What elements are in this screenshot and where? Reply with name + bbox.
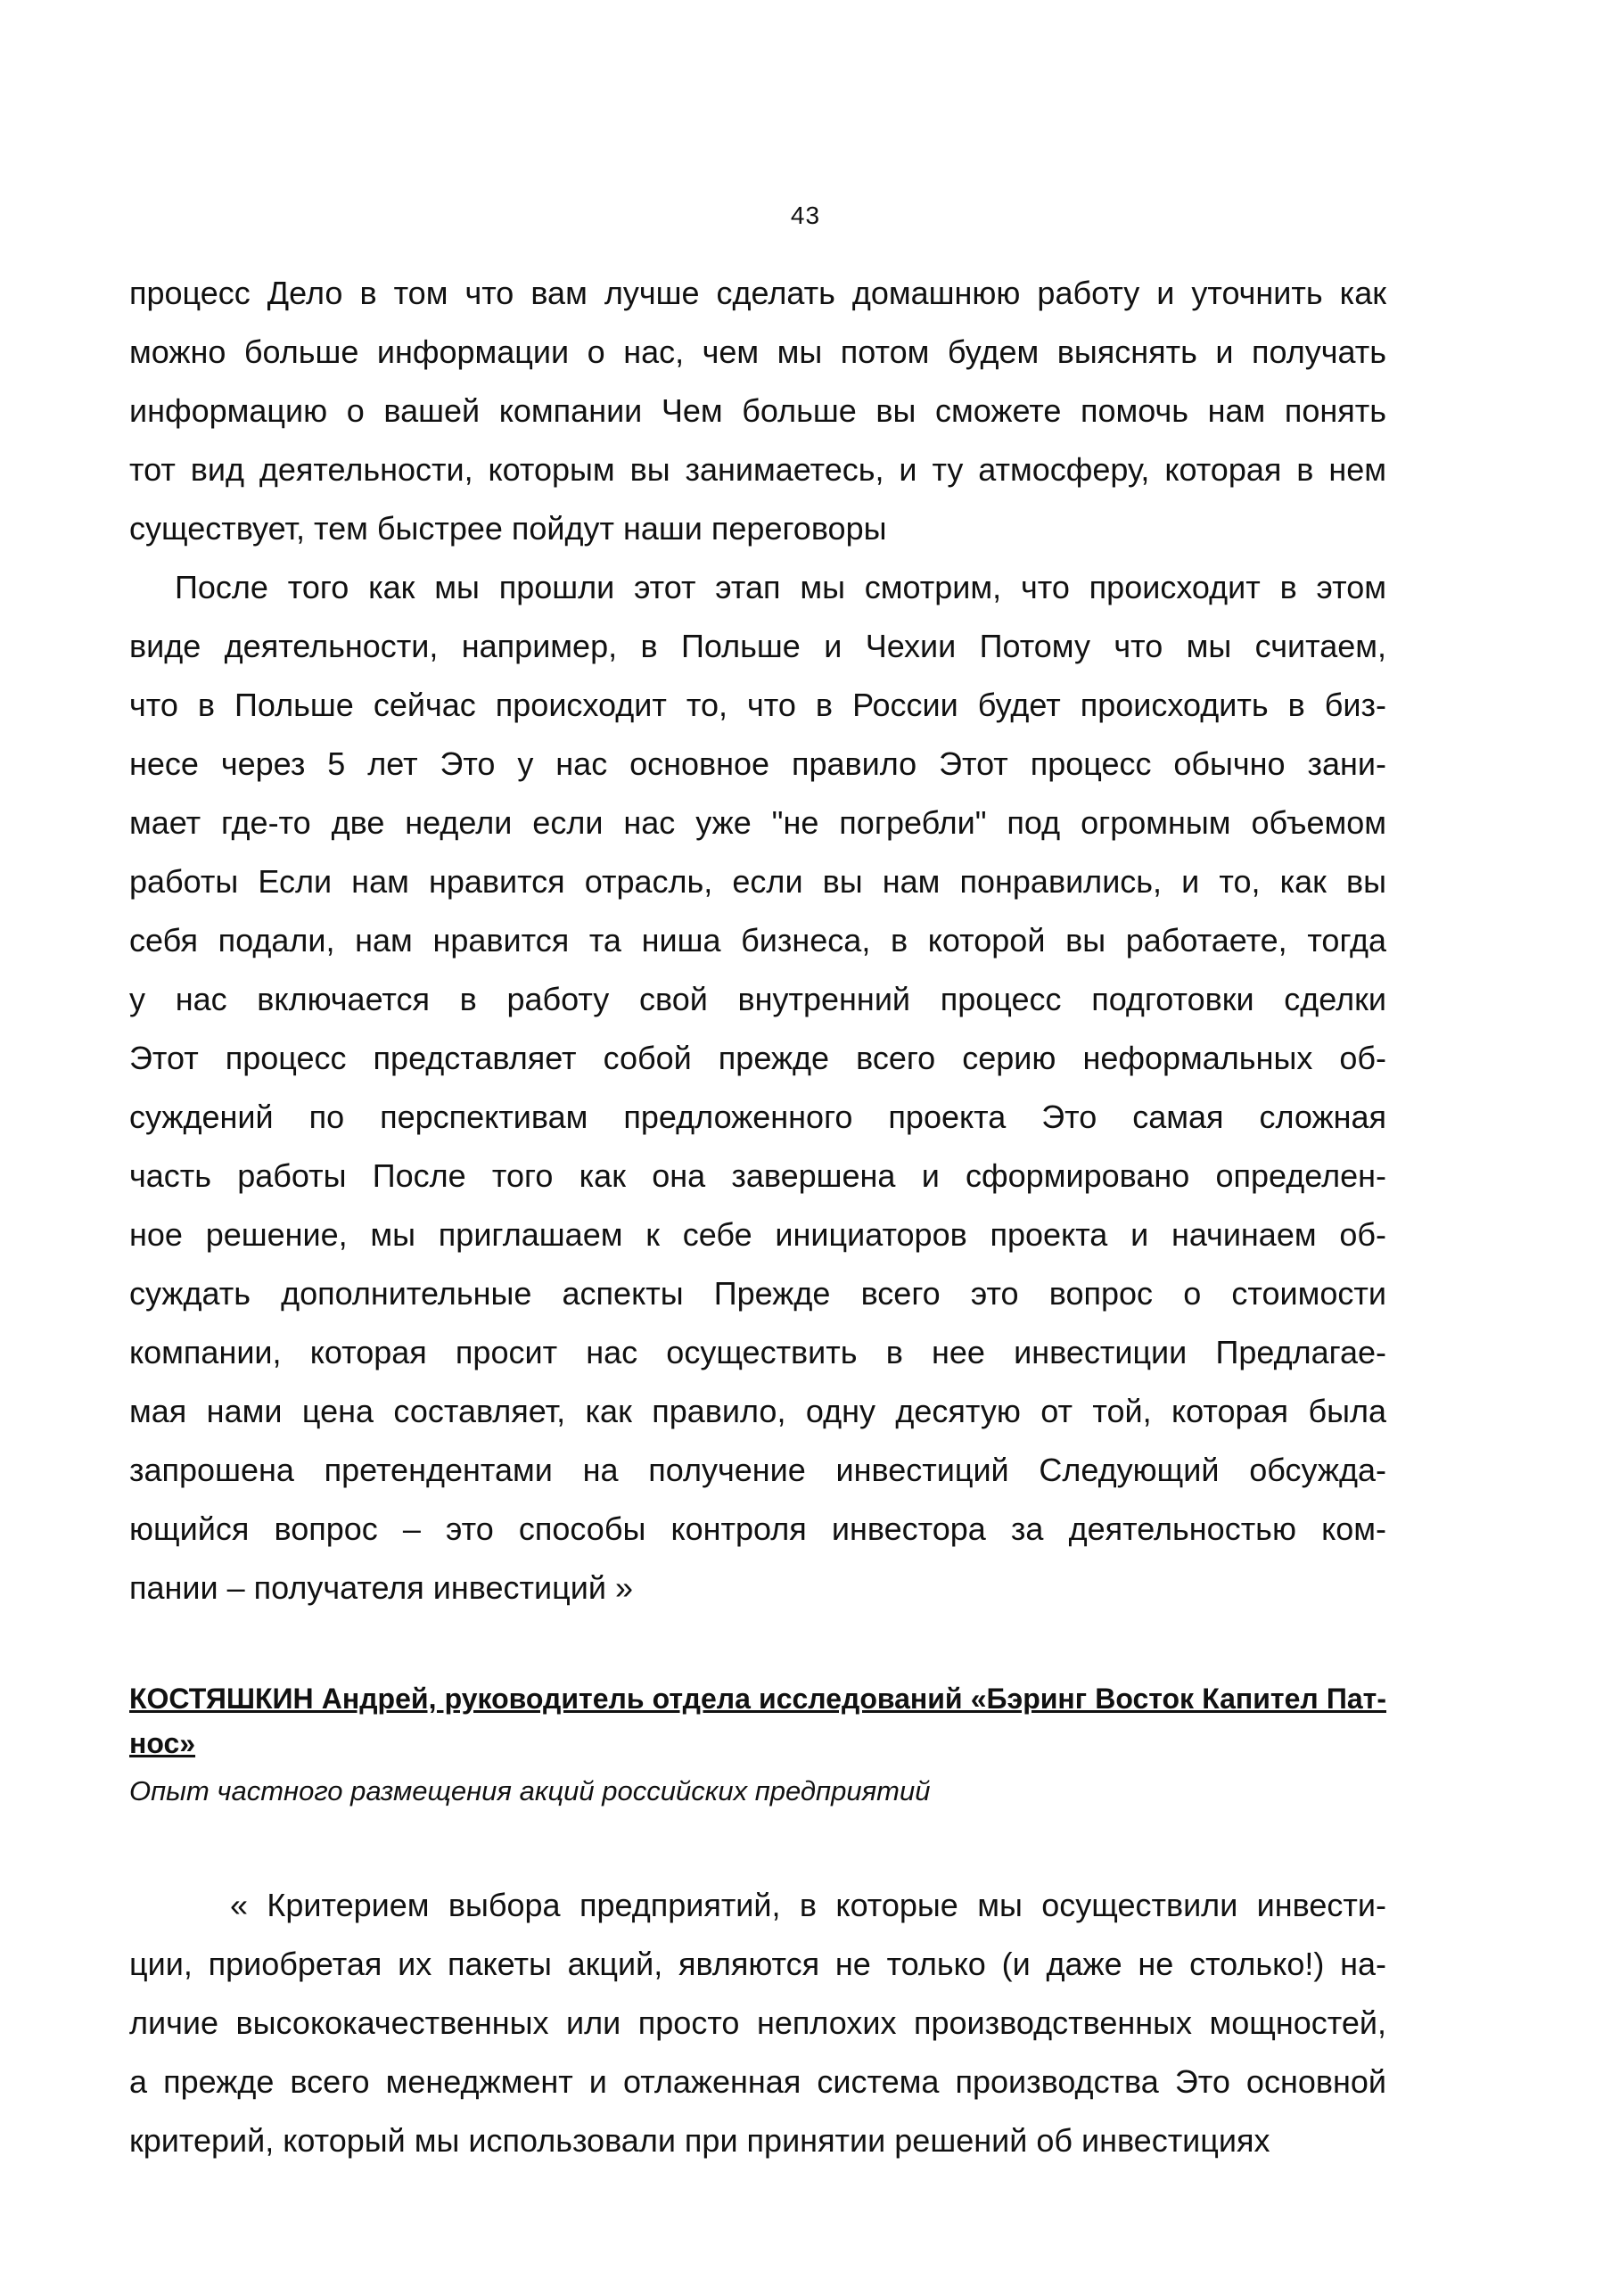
text-line: информацию о вашей компании Чем больше вы сможете помочь нам понять bbox=[129, 392, 1386, 429]
text-line: несе через 5 лет Это у нас основное правило Этот процесс обычно зани- bbox=[129, 745, 1386, 782]
text-line: пании – получателя инвестиций » bbox=[129, 1569, 633, 1606]
text-line: можно больше информации о нас, чем мы потом будем выяснять и получать bbox=[129, 333, 1386, 370]
text-line: запрошена претендентами на получение инвестиций Следующий обсужда- bbox=[129, 1452, 1386, 1488]
text-line: работы Если нам нравится отрасль, если вы нам понравились, и то, как вы bbox=[129, 863, 1386, 900]
text-line: ющийся вопрос – это способы контроля инвестора за деятельностью ком- bbox=[129, 1510, 1386, 1547]
text-line: ции, приобретая их пакеты акций, являются не только (и даже не столько!) на- bbox=[129, 1946, 1386, 1982]
text-line: компании, которая просит нас осуществить в нее инвестиции Предлагае- bbox=[129, 1334, 1386, 1370]
speaker-heading: КОСТЯШКИН Андрей, руководитель отдела исследований «Бэринг Восток Капител Пат- bbox=[129, 1683, 1386, 1715]
text-line: себя подали, нам нравится та ниша бизнеса, в которой вы работаете, тогда bbox=[129, 922, 1386, 959]
text-line: часть работы После того как она завершена и сформировано определен- bbox=[129, 1157, 1386, 1194]
text-line: суждать дополнительные аспекты Прежде всего это вопрос о стоимости bbox=[129, 1275, 1386, 1312]
text-line: После того как мы прошли этот этап мы смотрим, что происходит в этом bbox=[175, 569, 1386, 605]
text-line: тот вид деятельности, которым вы занимаетесь, и ту атмосферу, которая в нем bbox=[129, 451, 1386, 488]
text-line: что в Польше сейчас происходит то, что в России будет происходить в биз- bbox=[129, 687, 1386, 723]
text-line: личие высококачественных или просто неплохих производственных мощностей, bbox=[129, 2004, 1386, 2041]
text-line: мая нами цена составляет, как правило, одну десятую от той, которая была bbox=[129, 1393, 1386, 1429]
speaker-heading: нос» bbox=[129, 1727, 196, 1759]
text-line: критерий, который мы использовали при принятии решений об инвестициях bbox=[129, 2122, 1270, 2159]
page-number: 43 bbox=[790, 202, 821, 229]
text-line: процесс Дело в том что вам лучше сделать домашнюю работу и уточнить как bbox=[129, 275, 1386, 311]
text-line: ное решение, мы приглашаем к себе инициаторов проекта и начинаем об- bbox=[129, 1216, 1386, 1253]
text-line: а прежде всего менеджмент и отлаженная система производства Это основной bbox=[129, 2063, 1386, 2100]
text-line: мает где-то две недели если нас уже "не погребли" под огромным объемом bbox=[129, 804, 1386, 841]
text-line: « Критерием выбора предприятий, в которые мы осуществили инвести- bbox=[230, 1887, 1386, 1923]
text-line: существует, тем быстрее пойдут наши переговоры bbox=[129, 510, 887, 547]
speaker-subtitle: Опыт частного размещения акций российских предприятий bbox=[129, 1775, 931, 1806]
text-line: виде деятельности, например, в Польше и Чехии Потому что мы считаем, bbox=[129, 628, 1386, 664]
text-line: Этот процесс представляет собой прежде всего серию неформальных об- bbox=[129, 1040, 1386, 1076]
text-line: у нас включается в работу свой внутренний процесс подготовки сделки bbox=[129, 981, 1386, 1017]
text-line: суждений по перспективам предложенного проекта Это самая сложная bbox=[129, 1099, 1386, 1135]
